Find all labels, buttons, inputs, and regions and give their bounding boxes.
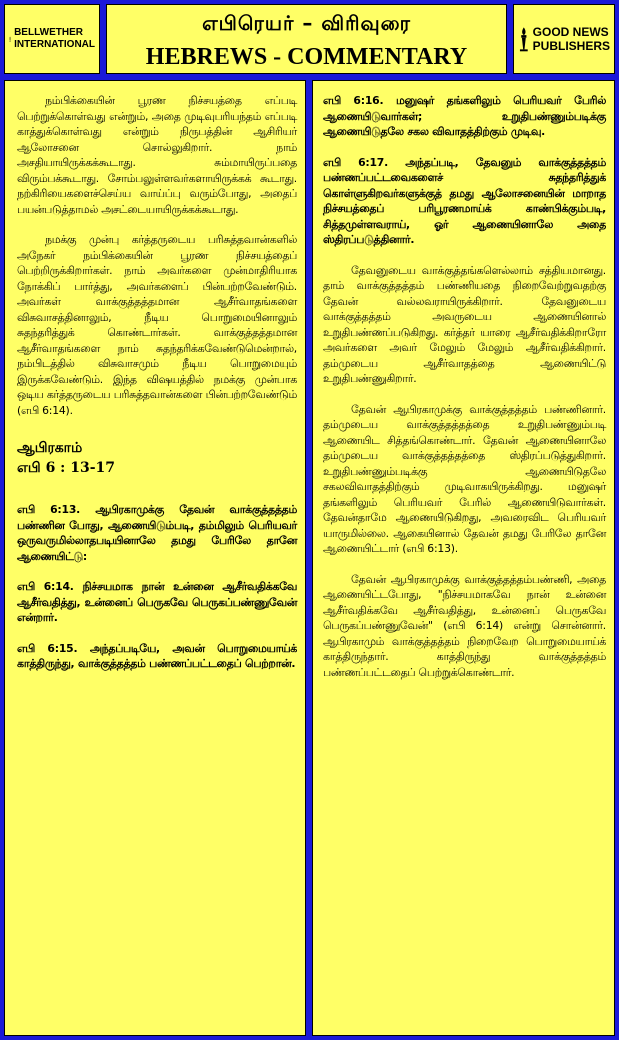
verse-13: எபி 6:13. ஆபிரகாமுக்கு தேவன் வாக்குத்தத்தம் பண்ணின போது, ஆணையிடும்படி, தம்மிலும் பெரியவர் ஒருவருமில்லாதபடியினாலே தமது பேரிலே தானே ஆணையிட்டு: [17,503,297,563]
heading-title: ஆபிரகாம் [17,440,83,456]
verse-16: எபி 6:16. மனுஷர் தங்களிலும் பெரியவர் பேரில் ஆணையிடுவார்கள்; உறுதிபண்ணும்படிக்கு ஆணையிடுதலே சகல விவாதத்திற்கும் முடிவு. [323,94,606,138]
good-news-logo [513,4,615,74]
verse-14: எபி 6:14. நிச்சயமாக நான் உன்னை ஆசீர்வதிக்கவே ஆசீர்வதித்து, உன்னைப் பெருகவே பெருகப்பண்ணுவேன் என்றார். [17,580,297,624]
title-english: HEBREWS - COMMENTARY [145,44,468,70]
paragraph-2: நமக்கு முன்பு கர்த்தருடைய பரிசுத்தவான்களில் அநேகர் நம்பிக்கையின் பூரண நிச்சயத்தைப் பெற்றிருக்கிறார்கள். நாம் அவர்களை முன்மாதிரியாக நோக்கிப் பார்த்து, அவர்களைப் பின்பற்றவேண்டும். அவர்கள் வாக்குத்தத்தமான ஆசீர்வாதங்களை விசுவாசத்தினாலும், நீடிய பொறுமையினாலும் சுதந்தரித்துக் கொண்டார்கள். வாக்குத்தத்தமான ஆசீர்வாதங்களை நாம் சுதந்தரிக்கவேண்டுமென்றால், நம்பிடத்தில் விசுவாசமும் நீடிய பொறுமையும் இருக்கவேண்டும். இந்த விஷயத்தில் நமக்கு முன்பாக ஒடிய கர்த்தருடைய பரிசுத்தவான்களை பின்பற்றவேண்டும் (எபி 6:14). [17,233,297,417]
title-tamil: எபிரெயர் – விரிவுரை [202,11,411,35]
verse-17: எபி 6:17. அந்தப்படி, தேவனும் வாக்குத்தத்தம் பண்ணப்பட்டவைகளைச் சுதந்தரித்துக் கொள்ளுகிறவர்களுக்குத் தமது ஆலோசனையின் மாறாத நிச்சயத்தைப் பரிபூரணமாய்க் காண்பிக்கும்படி, சித்தமுள்ளவராய், ஓர் ஆணையினாலே அதை ஸ்திரப்படுத்தினார். [323,155,606,246]
heading-reference: எபி 6 : 13-17 [17,460,115,476]
bellwether-logo [4,4,100,74]
logo-right-line1: GOOD NEWS [532,25,609,39]
paragraph-4: தேவன் ஆபிரகாமுக்கு வாக்குத்தத்தம் பண்ணினார். தம்முடைய வாக்குத்தத்தத்தை உறுதிபண்ணும்படி ஆணையிட சித்தங்கொண்டார். தேவன் ஆணையினாலே தம்முடைய வாக்குத்தத்தத்தை ஸ்திரப்படுத்துகிறார். உறுதிபண்ணும்படிக்கு ஆணையிடுதலே சகலவிவாதத்திற்கும் முடிவாகயிருக்கிறது. மனுஷர் தங்களிலும் பெரியவர் பேரில் ஆணையிடுவார்கள். தேவன்தாமே ஆணையிடுகிறது, அவரைவிட பெரியவர் யாருமில்லை. ஆகையினால் தேவன் தமது பேரிலே தானே ஆணையிட்டார் (எபி 6:13). [323,402,606,555]
section-heading [17,438,297,478]
right-column [312,80,615,1036]
verse-15: எபி 6:15. அந்தப்படியே, அவன் பொறுமையாய்க் காத்திருந்து, வாக்குத்தத்தம் பண்ணப்பட்டதைப் பெற்றான். [17,641,297,670]
page-header [106,4,507,74]
paragraph-3: தேவனுடைய வாக்குத்தங்களெல்லாம் சத்தியமானது. தாம் வாக்குத்தத்தம் பண்ணியதை நிறைவேற்றுவதற்கு தேவன் வல்லவராயிருக்கிறார். தேவனுடைய வாக்குத்தத்தம் அவருடைய ஆணையினால் உறுதிபண்ணப்படுகிறது. கர்த்தர் யாரை ஆசீர்வதிக்கிறாரோ அவர்களை அவர் மேலும் மேலும் ஆசீர்வதிக்கிறார். தம்முடைய ஆசீர்வாதத்தை ஆணையிட்டு உறுதிபண்ணுகிறார். [323,263,606,385]
torch-icon [518,19,530,59]
torch-icon [9,19,11,59]
logo-left-line1: BELLWETHER [14,27,83,38]
left-column [4,80,306,1036]
logo-left-line2: INTERNATIONAL [14,39,95,50]
paragraph-5: தேவன் ஆபிரகாமுக்கு வாக்குத்தத்தம்பண்ணி, அதை ஆணையிட்டபோது, "நிச்சயமாகவே நான் உன்னை ஆசீர்வதிக்கவே ஆசீர்வதித்து, உன்னைப் பெருகவே பெருகப்பண்ணுவேன்" (எபி 6:14) என்று சொன்னார். ஆபிரகாமும் வாக்குத்தத்தம் நிறைவேற பொறுமையாய்க் காத்திருந்தார். காத்திருந்து வாக்குத்தத்தம் பண்ணப்பட்டதைப் பெற்றுக்கொண்டார். [323,572,606,679]
logo-right-line2: PUBLISHERS [532,39,610,53]
paragraph-1: நம்பிக்கையின் பூரண நிச்சயத்தை எப்படி பெற்றுக்கொள்வது என்றும், அதை முடிவுபரியந்தம் எப்படி காத்துக்கொள்வது என்றும் நிருபத்தின் ஆசிரியர் ஆலோசனை சொல்லுகிறார். நாம் அசதியாயிருக்கக்கூடாது. சும்மாயிருப்பதை விரும்பக்கூடாது. சோம்பலுள்ளவர்களாயிருக்கக் கூடாது. நற்கிரியைகளைச்செய்ய வாய்ப்பு வரும்போது, அதைப் பயன்படுத்தாமல் அசட்டையாயிருக்கக்கூடாது. [17,94,297,216]
